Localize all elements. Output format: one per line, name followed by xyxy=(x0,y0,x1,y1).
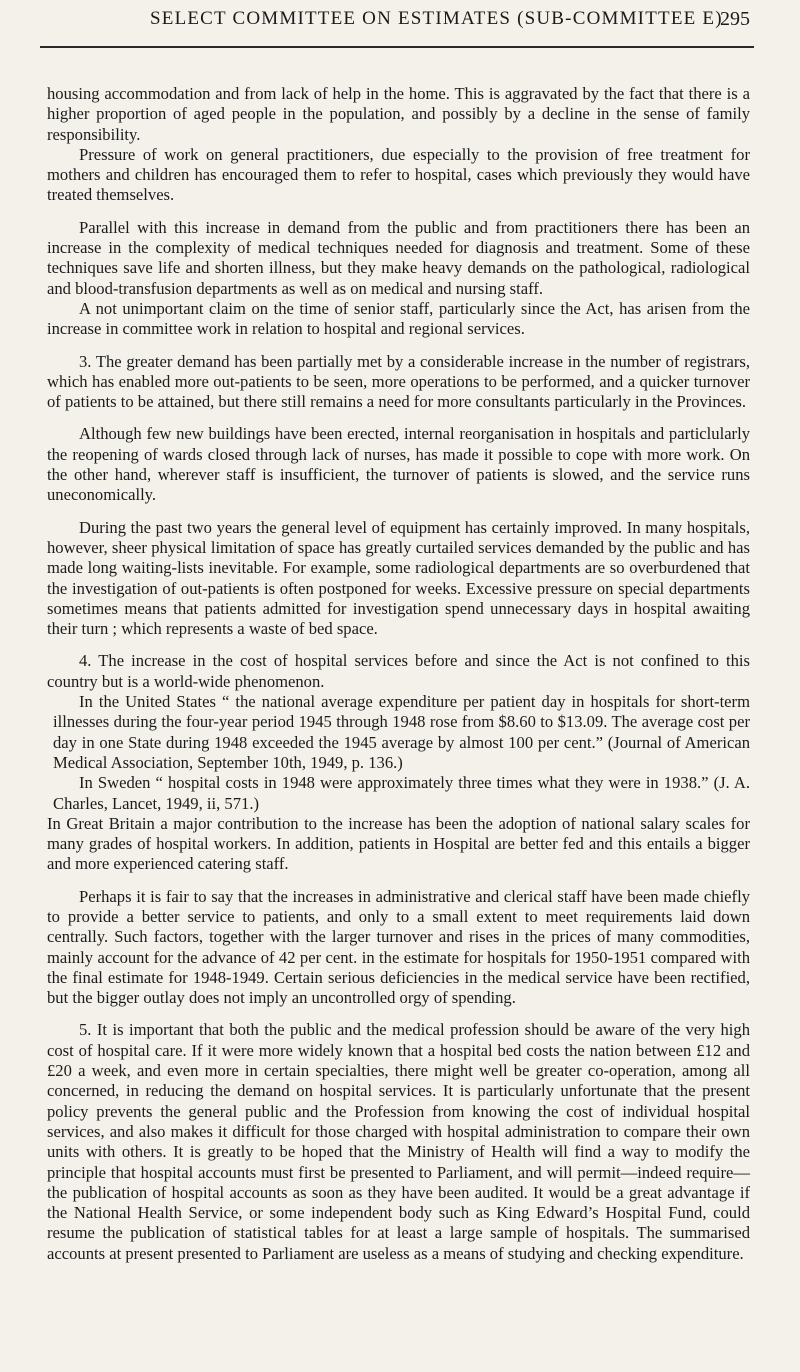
paragraph: During the past two years the general level of equipment has certainly improved. In many hospitals, however, sheer physical limitation of space has greatly curtailed services demanded by the public and has made long waiting-lists inevitable. For example, some radiological departments are so overburdened that the investigation of out-patients is often postponed for weeks. Excessive pressure on special departments sometimes means that patients admitted for investigation spend unnecessary days in hospital awaiting their turn ; which represents a waste of bed space. xyxy=(47,517,750,639)
quote-united-states: In the United States “ the national average expenditure per patient day in hospitals for short-term illnesses during the four-year period 1945 through 1948 rose from $8.60 to $13.09. The average cost per day in one State during 1948 exceeded the 1945 average by almost 100 per cent.” (Journal of American Medical Association, September 10th, 1949, p. 136.) xyxy=(53,692,750,772)
header-title: SELECT COMMITTEE ON ESTIMATES (SUB-COMMITTEE E) xyxy=(150,8,723,29)
paragraph-continuation: housing accommodation and from lack of help in the home. This is aggravated by the fact that there is a higher proportion of aged people in the population, and possibly by a decline in the sense of family responsibility. xyxy=(47,84,750,144)
paragraph: Although few new buildings have been erected, internal reorganisation in hospitals and particlularly the reopening of wards closed through lack of nurses, has made it possible to cope with more work. On the other hand, wherever staff is insufficient, the turnover of patients is slowed, and the service runs uneconomically. xyxy=(47,424,750,505)
paragraph: Pressure of work on general practitioners, due especially to the provision of free treatment for mothers and children has encouraged them to refer to hospital, cases which previously they would have treated themselves. xyxy=(47,144,750,205)
quote-sweden: In Sweden “ hospital costs in 1948 were approximately three times what they were in 1938.” (J. A. Charles, Lancet, 1949, ii, 571.) xyxy=(53,773,750,813)
running-head xyxy=(0,8,800,38)
paragraph: Parallel with this increase in demand from the public and from practitioners there has been an increase in the complexity of medical techniques needed for diagnosis and treatment. Some of these techniques save life and shorten illness, but they make heavy demands on the pathological, radiological and blood-transfusion departments as well as on medical and nursing staff. xyxy=(47,217,750,298)
paragraph: Perhaps it is fair to say that the increases in administrative and clerical staff have been made chiefly to provide a better service to patients, and only to a small extent to meet requirements laid down centrally. Such factors, together with the larger turnover and rises in the prices of many commodities, mainly account for the advance of 42 per cent. in the estimate for hospitals for 1950-1951 compared with the final estimate for 1948-1949. Certain serious deficiencies in the medical service have been rectified, but the bigger outlay does not imply an uncontrolled orgy of spending. xyxy=(47,886,750,1008)
body-text xyxy=(47,84,750,1264)
paragraph: A not unimportant claim on the time of senior staff, particularly since the Act, has arisen from the increase in committee work in relation to hospital and regional services. xyxy=(47,298,750,339)
paragraph-section-3: 3. The greater demand has been partially met by a considerable increase in the number of registrars, which has enabled more out-patients to be seen, more operations to be performed, and a quicker turnover of patients to be attained, but there still remains a need for more consultants particularly in the Provinces. xyxy=(47,351,750,412)
header-rule xyxy=(40,46,754,48)
page-number: 295 xyxy=(720,8,750,30)
paragraph-section-5: 5. It is important that both the public and the medical profession should be aware of the very high cost of hospital care. If it were more widely known that a hospital bed costs the nation between £12 and £20 a week, and even more in certain specialties, there might well be greater co-operation, among all concerned, in reducing the demand on hospital services. It is particularly unfortunate that the present policy prevents the general public and the Profession from knowing the cost of individual hospital services, and also makes it difficult for those charged with hospital administration to compare their own units with others. It is greatly to be hoped that the Ministry of Health will find a way to modify the principle that hospital accounts must first be presented to Parliament, and will permit—indeed require—the publication of hospital accounts as soon as they have been audited. It would be a great advantage if the National Health Service, or some independent body such as King Edward’s Hospital Fund, could resume the publication of statistical tables for at least a large sample of hospitals. The summarised accounts at present presented to Parliament are useless as a means of studying and checking expenditure. xyxy=(47,1020,750,1263)
paragraph: In Great Britain a major contribution to the increase has been the adoption of national salary scales for many grades of hospital workers. In addition, patients in Hospital are better fed and this entails a bigger and more experienced catering staff. xyxy=(47,813,750,874)
paragraph-section-4: 4. The increase in the cost of hospital services before and since the Act is not confined to this country but is a world-wide phenomenon. xyxy=(47,651,750,691)
